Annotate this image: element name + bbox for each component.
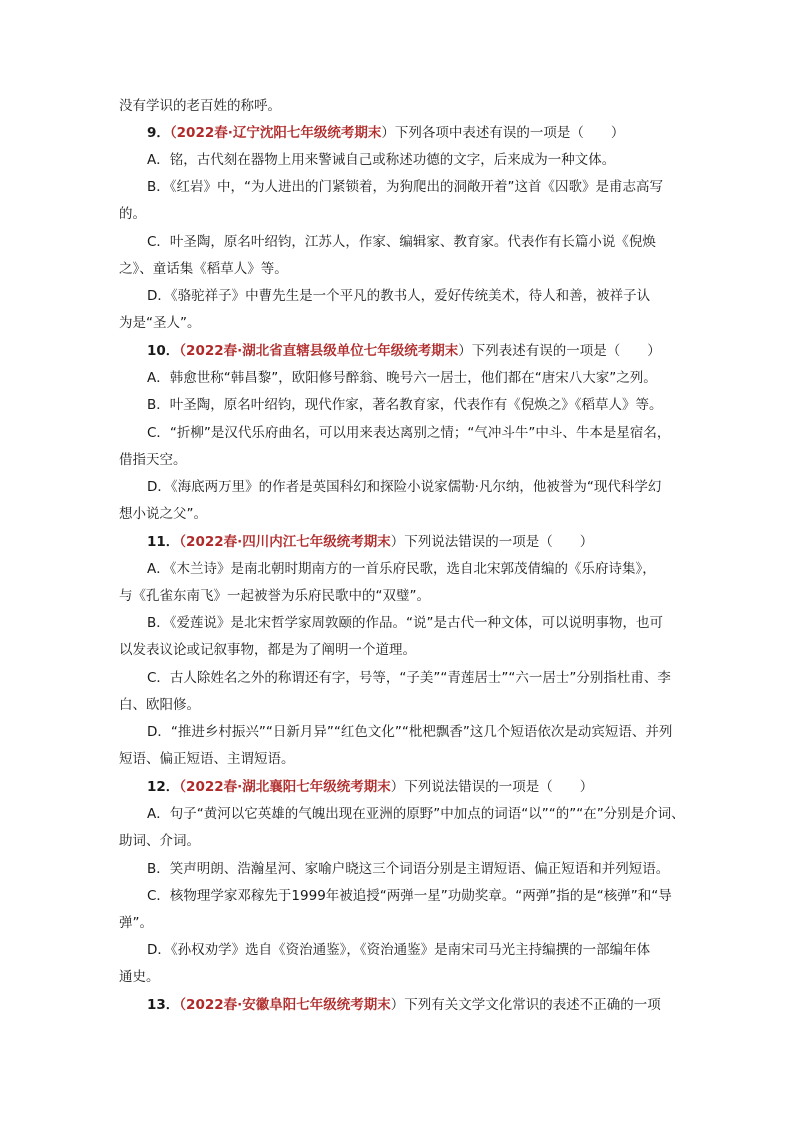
question-stem: ）下列说法错误的一项是（ ） xyxy=(390,779,594,795)
option-c-continued: 白、欧阳修。 xyxy=(119,697,200,713)
question-stem: ）下列表述有误的一项是（ ） xyxy=(458,343,661,359)
option-c: C．“折柳”是汉代乐府曲名，可以用来表达离别之情；“气冲斗牛”中斗、牛本是星宿名， xyxy=(147,425,671,441)
option-d-continued: 通史。 xyxy=(119,969,160,985)
question-source: 2022春·安徽阜阳七年级统考期末 xyxy=(186,997,391,1013)
question-source: 2022春·湖北襄阳七年级统考期末 xyxy=(186,779,391,795)
question-number: 11． xyxy=(147,534,180,550)
option-a-continued: 助词、介词。 xyxy=(119,833,200,849)
question-12-header xyxy=(147,777,593,797)
option-c-continued: 之》、童话集《稻草人》等。 xyxy=(119,261,288,277)
text-line: 没有学识的老百姓的称呼。 xyxy=(119,98,281,114)
paren-open: （ xyxy=(179,534,187,550)
option-b-continued: 的。 xyxy=(119,206,146,222)
option-a: A．句子“黄河以它英雄的气魄出现在亚洲的原野”中加点的词语“以”“的”“在”分别是介词、 xyxy=(147,806,685,822)
question-source: 2022春·辽宁沈阳七年级统考期末 xyxy=(176,125,382,141)
question-9-header xyxy=(147,123,624,143)
option-d-continued: 短语、偏正短语、主谓短语。 xyxy=(119,751,295,767)
paren-open: （ xyxy=(179,779,187,795)
option-d: D．《骆驼祥子》中曹先生是一个平凡的教书人，爱好传统美术，待人和善，被祥子认 xyxy=(147,288,651,304)
question-number: 13． xyxy=(147,997,180,1013)
option-c: C．叶圣陶，原名叶绍钧，江苏人，作家、编辑家、教育家。代表作有长篇小说《倪焕 xyxy=(147,234,656,250)
question-stem: ）下列有关文学文化常识的表述不正确的一项 xyxy=(390,997,661,1013)
option-c-continued: 弹”。 xyxy=(119,915,153,931)
option-a: A．《木兰诗》是南北朝时期南方的一首乐府民歌，选自北宋郭茂倩编的《乐府诗集》， xyxy=(147,561,656,577)
option-b: B．《红岩》中，“为人进出的门紧锁着，为狗爬出的洞敞开着”这首《囚歌》是甫志高写 xyxy=(147,179,663,195)
question-11-header xyxy=(147,532,593,552)
paren-open: （ xyxy=(169,125,177,141)
option-a-continued: 与《孔雀东南飞》一起被誉为乐府民歌中的“双璧”。 xyxy=(119,588,430,604)
paren-open: （ xyxy=(179,343,187,359)
option-b: B．笑声明朗、浩瀚星河、家喻户晓这三个词语分别是主谓短语、偏正短语和并列短语。 xyxy=(147,861,670,877)
question-source: 2022春·湖北省直辖县级单位七年级统考期末 xyxy=(186,343,459,359)
question-13-header xyxy=(147,995,661,1015)
question-stem: ）下列各项中表述有误的一项是（ ） xyxy=(381,125,625,141)
option-a: A．铭，古代刻在器物上用来警诫自己或称述功德的文字，后来成为一种文体。 xyxy=(147,152,616,168)
option-b: B．叶圣陶，原名叶绍钧，现代作家，著名教育家，代表作有《倪焕之》《稻草人》等。 xyxy=(147,397,663,413)
option-d: D．《孙权劝学》选自《资治通鉴》，《资治通鉴》是南宋司马光主持编撰的一部编年体 xyxy=(147,942,651,958)
option-b: B．《爱莲说》是北宋哲学家周敦颐的作品。“说”是古代一种文体，可以说明事物，也可 xyxy=(147,615,663,631)
option-b-continued: 以发表议论或记叙事物，都是为了阐明一个道理。 xyxy=(119,642,416,658)
option-d-continued: 为是“圣人”。 xyxy=(119,315,201,331)
option-c: C．核物理学家邓稼先于1999年被追授“两弹一星”功勋奖章。“两弹”指的是“核弹”和“导 xyxy=(147,888,672,904)
question-source: 2022春·四川内江七年级统考期末 xyxy=(186,534,391,550)
option-d: D．“推进乡村振兴”“日新月异”“红色文化”“枇杷飘香”这几个短语依次是动宾短语、并列 xyxy=(147,724,673,740)
question-10-header xyxy=(147,341,661,361)
question-number: 10． xyxy=(147,343,180,359)
question-stem: ）下列说法错误的一项是（ ） xyxy=(390,534,594,550)
option-d-continued: 想小说之父”。 xyxy=(119,506,207,522)
question-number: 9． xyxy=(147,125,170,141)
option-c: C．古人除姓名之外的称谓还有字，号等，“子美”“青莲居士”“六一居士”分别指杜甫、李 xyxy=(147,670,671,686)
option-c-continued: 借指天空。 xyxy=(119,452,187,468)
question-number: 12． xyxy=(147,779,180,795)
paren-open: （ xyxy=(179,997,187,1013)
option-a: A．韩愈世称“韩昌黎”，欧阳修号醉翁、晚号六一居士，他们都在“唐宋八大家”之列。 xyxy=(147,370,657,386)
option-d: D．《海底两万里》的作者是英国科幻和探险小说家儒勒·凡尔纳，他被誉为“现代科学幻 xyxy=(147,479,662,495)
